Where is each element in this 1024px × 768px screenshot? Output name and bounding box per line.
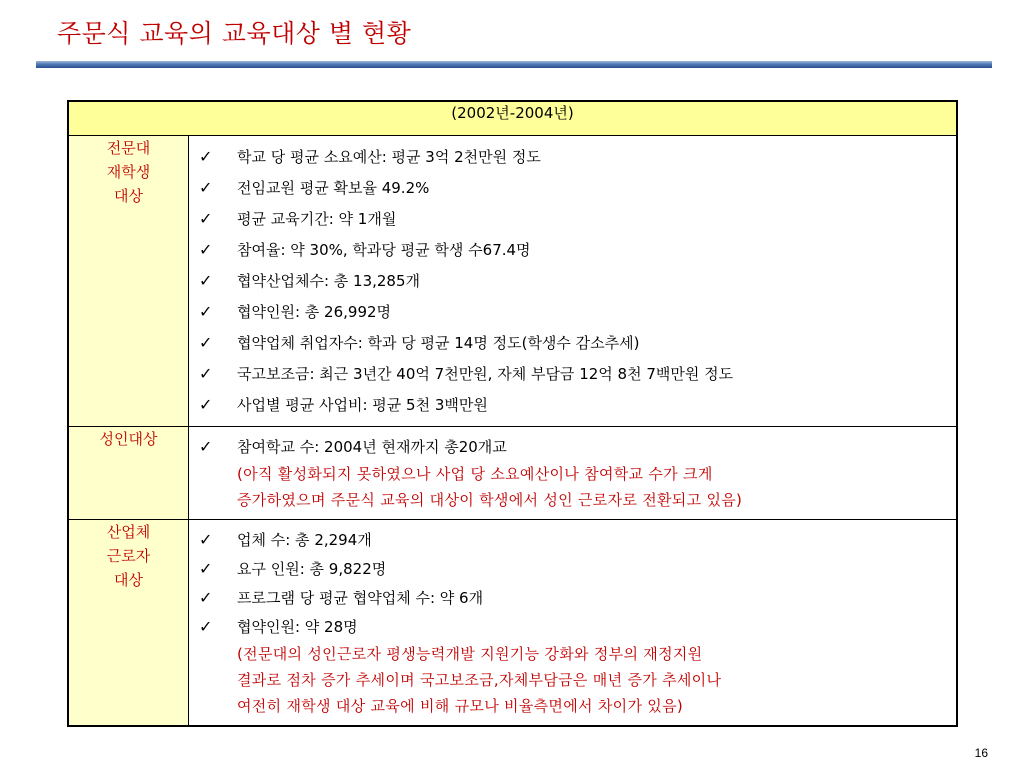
- check-mark-icon: ✓: [199, 240, 213, 259]
- slide-title: 주문식 교육의 교육대상 별 현황: [57, 19, 412, 48]
- check-mark-icon: ✓: [199, 302, 213, 321]
- item-text: 전임교원 평균 확보율 49.2%: [237, 179, 430, 197]
- list-item: [199, 612, 950, 641]
- table-header: (2002년-2004년): [68, 101, 957, 136]
- note-line: 여전히 재학생 대상 교육에 비해 규모나 비율측면에서 차이가 있음): [237, 697, 684, 715]
- list-item: [199, 327, 950, 358]
- item-text: 학교 당 평균 소요예산: 평균 3억 2천만원 정도: [237, 148, 541, 166]
- list-item: [199, 358, 950, 389]
- section-content: [189, 520, 958, 727]
- list-item: [199, 265, 950, 296]
- check-mark-icon: ✓: [199, 395, 213, 414]
- list-item: [199, 172, 950, 203]
- page-number: 16: [974, 746, 988, 760]
- check-mark-icon: ✓: [199, 530, 213, 549]
- list-item: [199, 296, 950, 327]
- list-item: [199, 141, 950, 172]
- item-text: 평균 교육기간: 약 1개월: [237, 210, 397, 228]
- item-text: 프로그램 당 평균 협약업체 수: 약 6개: [237, 589, 484, 607]
- check-mark-icon: ✓: [199, 437, 213, 456]
- section-label-line: 대상: [114, 187, 143, 205]
- check-mark-icon: ✓: [199, 333, 213, 352]
- list-item: [199, 234, 950, 265]
- section-label: [68, 136, 189, 427]
- section-content: [189, 427, 958, 520]
- section-row: [68, 520, 957, 727]
- check-mark-icon: ✓: [199, 364, 213, 383]
- section-row: [68, 427, 957, 520]
- list-item: [199, 583, 950, 612]
- note-line: 결과로 점차 증가 추세이며 국고보조금,자체부담금은 매년 증가 추세이나: [237, 671, 722, 689]
- item-text: 참여율: 약 30%, 학과당 평균 학생 수67.4명: [237, 241, 531, 259]
- section-label: [68, 427, 189, 520]
- note-line: 증가하였으며 주문식 교육의 대상이 학생에서 성인 근로자로 전환되고 있음): [237, 491, 743, 509]
- item-text: 협약인원: 약 28명: [237, 618, 358, 636]
- check-mark-icon: ✓: [199, 559, 213, 578]
- status-table: [67, 100, 958, 727]
- item-text: 참여학교 수: 2004년 현재까지 총20개교: [237, 438, 507, 456]
- item-text: 협약업체 취업자수: 학과 당 평균 14명 정도(학생수 감소추세): [237, 334, 640, 352]
- section-content: [189, 136, 958, 427]
- item-text: 국고보조금: 최근 3년간 40억 7천만원, 자체 부담금 12억 8천 7백만원 정도: [237, 365, 734, 383]
- item-text: 협약산업체수: 총 13,285개: [237, 272, 420, 290]
- section-label-line: 근로자: [106, 547, 151, 565]
- section-label: [68, 520, 189, 727]
- check-mark-icon: ✓: [199, 588, 213, 607]
- item-text: 협약인원: 총 26,992명: [237, 303, 392, 321]
- check-mark-icon: ✓: [199, 271, 213, 290]
- section-label-line: 전문대: [106, 139, 151, 157]
- check-mark-icon: ✓: [199, 178, 213, 197]
- section-label-line: 재학생: [106, 163, 151, 181]
- section-label-line: 산업체: [106, 523, 151, 541]
- section-label-line: 성인대상: [99, 430, 158, 448]
- check-mark-icon: ✓: [199, 147, 213, 166]
- list-item: [199, 432, 950, 461]
- note-line: (아직 활성화되지 못하였으나 사업 당 소요예산이나 참여학교 수가 크게: [237, 465, 713, 483]
- list-item: [199, 203, 950, 234]
- check-mark-icon: ✓: [199, 617, 213, 636]
- list-item: [199, 554, 950, 583]
- title-underline: [36, 61, 992, 68]
- note-line: (전문대의 성인근로자 평생능력개발 지원기능 강화와 정부의 재정지원: [237, 645, 703, 663]
- item-text: 사업별 평균 사업비: 평균 5천 3백만원: [237, 396, 488, 414]
- section-row: [68, 136, 957, 427]
- list-item: [199, 525, 950, 554]
- item-text: 요구 인원: 총 9,822명: [237, 560, 387, 578]
- section-label-line: 대상: [114, 571, 143, 589]
- item-text: 업체 수: 총 2,294개: [237, 531, 372, 549]
- list-item: [199, 389, 950, 420]
- check-mark-icon: ✓: [199, 209, 213, 228]
- table-header-row: [68, 101, 957, 136]
